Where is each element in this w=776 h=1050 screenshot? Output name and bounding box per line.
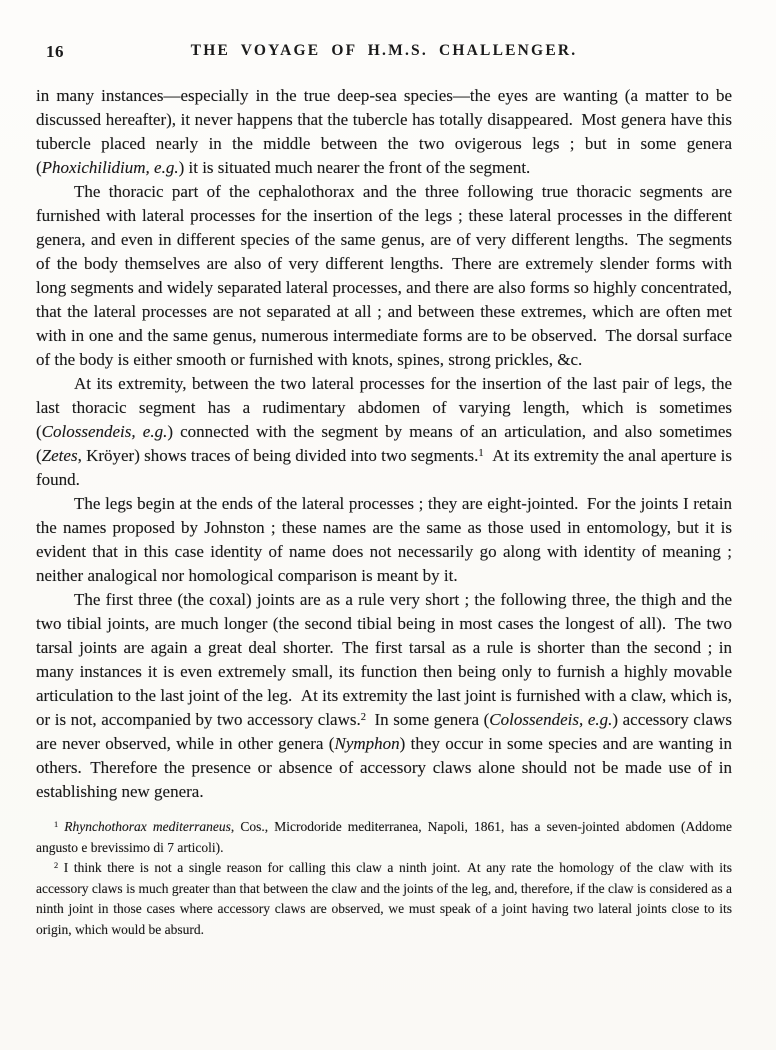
footnotes-block: [36, 817, 732, 940]
footnote-2: $^2$ I think there is not a single reason for calling this claw a ninth joint. At any rate the homology of the claw with its accessory claws is much greater than that between the claw and the joints of the leg, and, therefore, if the claw is considered as a ninth joint in those cases where accessory claws are observed, we must speak of a joint having two lateral joints close to its origin, which would be absurd.: [36, 860, 732, 937]
running-head: THE VOYAGE OF H.M.S. CHALLENGER.: [190, 42, 578, 59]
paragraph-legs-joints: The legs begin at the ends of the lateral processes ; they are eight-jointed. For the joints I retain the names proposed by Johnston ; these names are the same as those used in entomology, but it is evident that in this case identity of name does not necessarily go along with identity of meaning ; neither analogical nor homological comparison is meant by it.: [36, 494, 732, 585]
page-header: [36, 42, 732, 64]
paragraph-thoracic-segments: The thoracic part of the cephalothorax and the three following true thoracic segments are furnished with lateral processes for the insertion of the legs ; these lateral processes in the different genera, and even in different species of the same genus, are of very different lengths. The segments of the body themselves are also of very different lengths. There are extremely slender forms with long segments and widely separated lateral processes, and there are also forms so highly concentrated, that the lateral processes are not separated at all ; and between these extremes, which are often met with in one and the same genus, numerous intermediate forms are to be observed. The dorsal surface of the body is either smooth or furnished with knots, spines, strong prickles, &c.: [36, 182, 732, 369]
paragraph-coxal-claws: The first three (the coxal) joints are as a rule very short ; the following three, the thigh and the two tibial joints, are much longer (the second tibial being in most cases the longest of all). The two tarsal joints are again a great deal shorter. The first tarsal as a rule is shorter than the second ; in many instances it is even extremely small, its function then being only to furnish a highly movable articulation to the last joint of the leg. At its extremity the last joint is furnished with a claw, which is, or is not, accompanied by two accessory claws.$^2$ In some genera (Colossendeis, e.g.) accessory claws are never observed, while in other genera (Nymphon) they occur in some species and are wanting in others. Therefore the presence or absence of accessory claws alone should not be made use of in establishing new genera.: [36, 590, 732, 801]
footnote-1: $^1$ Rhynchothorax mediterraneus, Cos., Microdoride mediterranea, Napoli, 1861, has a seven-jointed abdomen (Addome angusto e brevissimo di 7 articoli).: [36, 819, 733, 855]
body-text-block: [36, 84, 732, 940]
paragraph-abdomen: At its extremity, between the two lateral processes for the insertion of the last pair of legs, the last thoracic segment has a rudimentary abdomen of varying length, which is sometimes (Colossendeis, e.g.) connected with the segment by means of an articulation, and also sometimes (Zetes, Kröyer) shows traces of being divided into two segments.$^1$ At its extremity the anal aperture is found.: [36, 374, 733, 489]
paragraph-eyes-tubercle: in many instances—especially in the true deep-sea species—the eyes are wanting (a matter to be discussed hereafter), it never happens that the tubercle has totally disappeared. Most genera have this tubercle placed nearly in the middle between the two ovigerous legs ; but in some genera (Phoxichilidium, e.g.) it is situated much nearer the front of the segment.: [36, 86, 732, 177]
page-number: 16: [46, 42, 64, 61]
